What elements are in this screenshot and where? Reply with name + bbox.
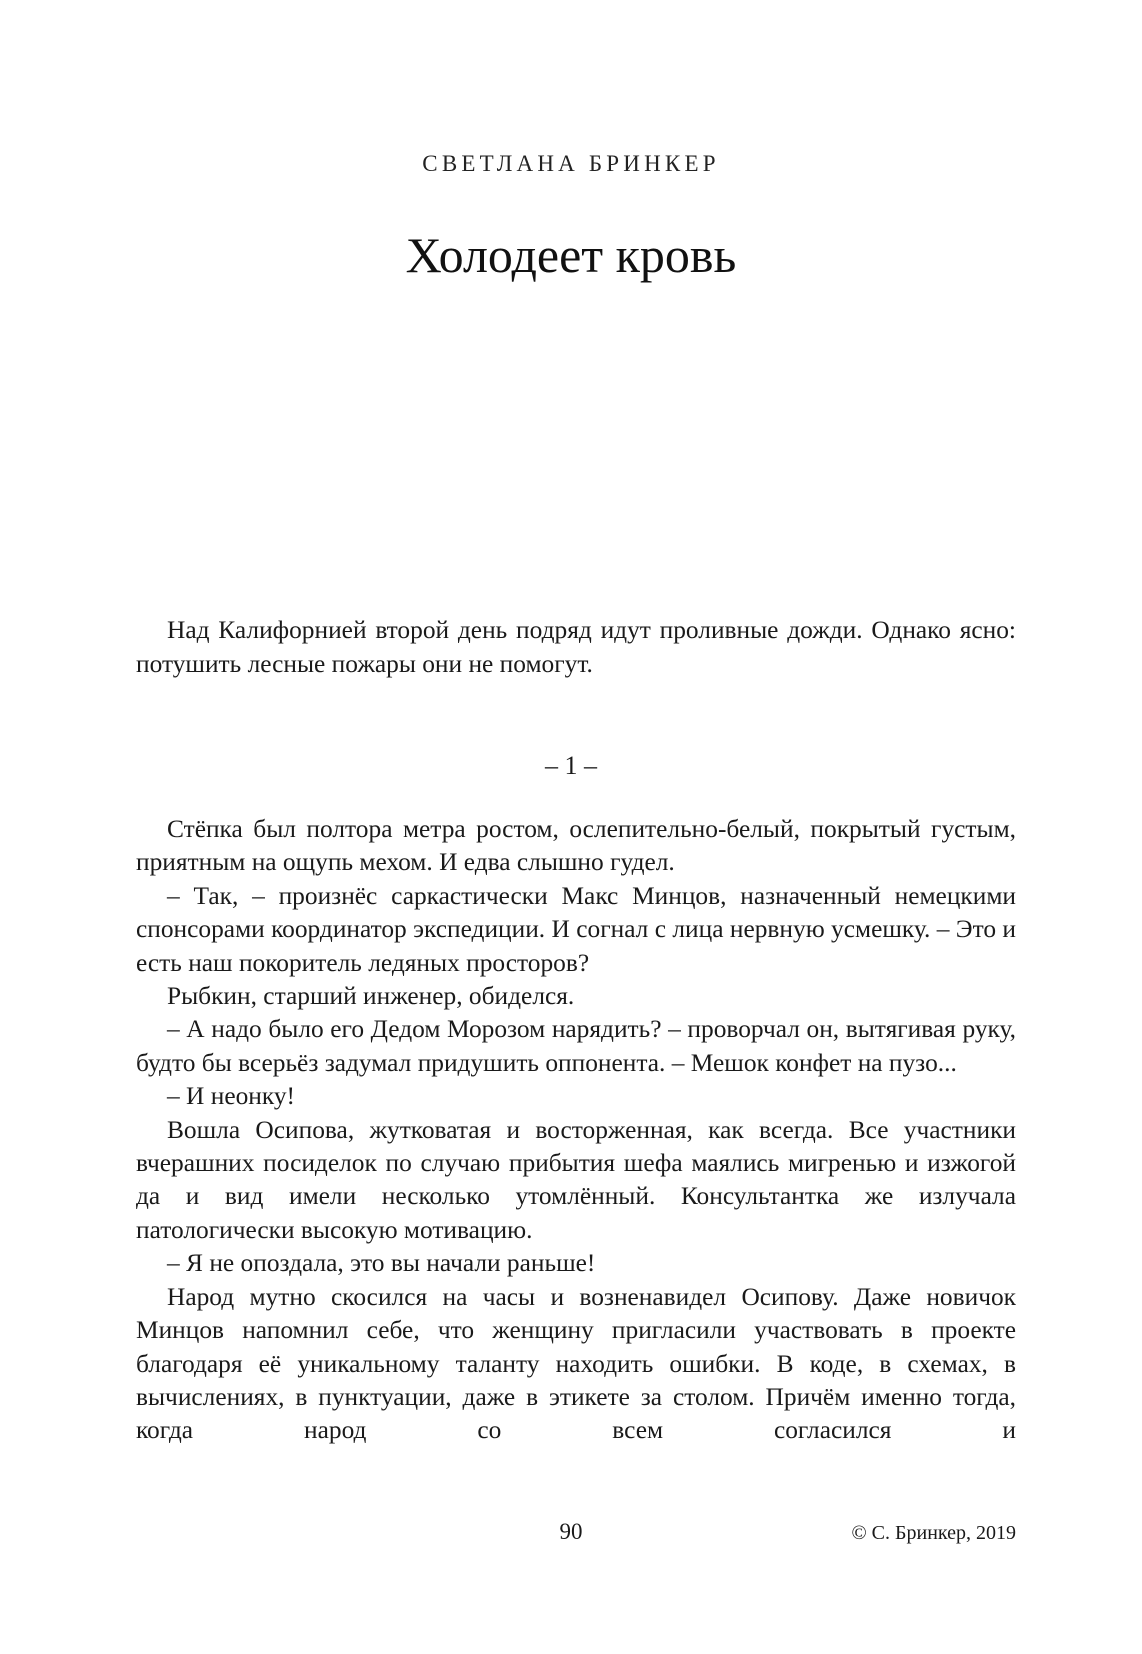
page-number: 90: [559, 1519, 583, 1544]
paragraph: Народ мутно скосился на часы и возненавидел Осипову. Даже новичок Минцов напомнил себе, что женщину пригласили участвовать в проекте благодаря её уникальному таланту находить ошибки. В коде, в схемах, в вычислениях, в пунктуации, даже в этикете за столом. Причём именно тогда, когда народ со всем согласился и: [136, 1282, 1016, 1445]
paragraph: Стёпка был полтора метра ростом, ослепительно-белый, покрытый густым, приятным на ощупь мехом. И едва слышно гудел.: [136, 815, 1016, 877]
lead-text: Над Калифорнией второй день подряд идут проливные дожди. Однако ясно: потушить лесные пожары они не помогут.: [136, 616, 1016, 678]
author-name: СВЕТЛАНА БРИНКЕР: [422, 151, 720, 176]
paragraph: – И неонку!: [167, 1082, 295, 1111]
paragraph: – А надо было его Дедом Морозом нарядить? – проворчал он, вытягивая руку, будто бы всерьёз задумал придушить оппонента. – Мешок конфет на пузо...: [136, 1015, 1016, 1077]
story-title: Холодеет кровь: [405, 227, 737, 283]
paragraph: – Я не опоздала, это вы начали раньше!: [167, 1249, 596, 1278]
paragraph: Рыбкин, старший инженер, обиделся.: [167, 982, 575, 1011]
copyright-notice: © С. Бринкер, 2019: [851, 1522, 1016, 1544]
paragraph: – Так, – произнёс саркастически Макс Минцов, назначенный немецкими спонсорами координатор экспедиции. И согнал с лица нервную усмешку. – Это и есть наш покоритель ледяных просторов?: [136, 881, 1016, 977]
chapter-number: – 1 –: [545, 751, 597, 780]
paragraph: Вошла Осипова, жутковатая и восторженная, как всегда. Все участники вчерашних посиделок по случаю прибытия шефа маялись мигренью и изжогой да и вид имели несколько утомлённый. Консультантка же излучала патологически высокую мотивацию.: [136, 1115, 1016, 1244]
lead-paragraph: [136, 614, 1016, 681]
story-body: [136, 813, 1016, 1448]
